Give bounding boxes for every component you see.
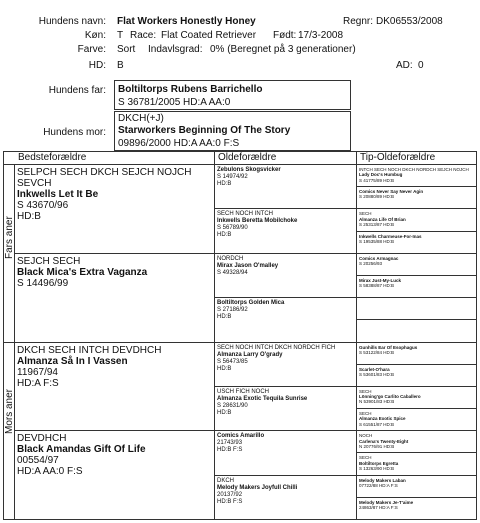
great-grandparent-cell — [217, 211, 353, 239]
born-label: Født: — [273, 30, 297, 41]
great-great-grandparent-cell — [359, 500, 473, 511]
great-grandparent-cell-l1: S 49328/94 — [217, 269, 248, 276]
father-box — [114, 80, 351, 110]
great-great-grandparent-cell-l1: S 53601/83 HD:B — [359, 371, 395, 377]
great-great-grandparent-cell-l1: S 41775/89 HD:B — [359, 177, 395, 183]
grandparent-cell — [17, 256, 211, 289]
grandparent-cell-l2: HD:A F:S — [17, 377, 59, 389]
grandparent-cell-titles: DEVDHCH — [17, 433, 67, 445]
great-great-grandparent-cell-l1: 24863/87 HD:A F:S — [359, 505, 398, 511]
color-label: Farve: — [77, 44, 106, 55]
great-great-grandparent-cell-name: Comics Never Say Never Agin — [359, 189, 424, 195]
great-grandparent-cell — [217, 345, 353, 373]
color-value: Sort — [117, 44, 136, 55]
great-great-grandparent-cell — [359, 455, 473, 471]
hd-value: B — [117, 60, 124, 71]
great-great-grandparent-cell-name: Inkwells Charmeuse-For-Inas — [359, 233, 422, 239]
great-grandparent-cell-l1: S 56473/85 — [217, 358, 248, 365]
great-great-grandparent-cell-name: Scarlet-O'hara — [359, 366, 390, 372]
great-grandparent-cell-l1: 21743/93 — [217, 440, 243, 447]
great-grandparent-cell-name: Comics Amarillo — [217, 433, 265, 440]
side-label-maternal: Mors aner — [4, 388, 15, 434]
dog-name: Flat Workers Honestly Honey — [117, 16, 256, 27]
great-great-grandparent-cell-l1: S 19535/88 HD:B — [359, 238, 395, 244]
great-great-grandparent-cell-titles: SECH — [359, 455, 372, 461]
name-label: Hundens navn: — [38, 16, 106, 27]
pedigree-table — [3, 151, 477, 520]
sex-value: T — [117, 30, 124, 41]
great-grandparent-cell — [217, 167, 353, 188]
grandparent-cell-l2: HD:A AA:0 F:S — [17, 466, 83, 478]
great-great-grandparent-cell — [359, 433, 473, 449]
great-grandparent-cell-titles: USCH FICH NOCH — [217, 388, 269, 395]
mother-name: Starworkers Beginning Of The Story — [118, 125, 291, 136]
great-great-grandparent-cell-l1: S 58388/87 HD:B — [359, 283, 395, 289]
great-great-grandparent-cell-name: Mirax Just-My-Luck — [359, 277, 402, 283]
great-grandparent-cell — [217, 389, 353, 417]
great-great-grandparent-cell-l1: N 20776/91 HD:B — [359, 443, 395, 449]
great-grandparent-cell — [217, 478, 353, 506]
mother-titles: DKCH(+J) — [118, 113, 164, 124]
great-great-grandparent-cell-l1: N 53901/83 HD:B — [359, 399, 395, 405]
great-great-grandparent-cell — [359, 256, 473, 267]
great-grandparent-cell-name: Boltiltorps Golden Mica — [217, 300, 285, 307]
grandparent-cell-l1: 00554/97 — [17, 455, 59, 467]
great-great-grandparent-cell-name: Gunhills Ear Of Esophagus — [359, 344, 418, 350]
col-header-great-great-grandparents: Tip-Oldeforældre — [360, 152, 436, 163]
great-great-grandparent-cell — [359, 367, 473, 378]
great-great-grandparent-cell — [359, 167, 473, 183]
great-great-grandparent-cell-name: Carlena's Twenty-Eight — [359, 438, 409, 444]
great-grandparent-cell-l1: 20137/92 — [217, 491, 243, 498]
grandparent-cell-name: Inkwells Let It Be — [17, 189, 99, 200]
great-grandparent-cell-name: Zebulons Skogsvicker — [217, 167, 281, 173]
great-grandparent-cell-l1: S 14974/92 — [217, 174, 248, 180]
grandparent-cell-name: Almanza Så In I Vassen — [17, 355, 128, 367]
great-grandparent-cell-name: Melody Makers Joyfull Chilli — [217, 484, 298, 491]
great-great-grandparent-cell — [359, 278, 473, 289]
great-great-grandparent-cell-name: Comics Armagnac — [359, 255, 399, 261]
great-great-grandparent-cell-titles: NOCH — [359, 433, 373, 439]
great-grandparent-cell-name: Almanza Larry O'grady — [217, 351, 283, 358]
grandparent-cell-name: Black Mica's Extra Vaganza — [17, 266, 148, 278]
great-grandparent-cell-l2: HD:B — [217, 365, 232, 372]
inbreeding-label: Indavlsgrad: — [148, 44, 203, 55]
race-label: Race: — [130, 30, 157, 41]
grandparent-cell — [17, 433, 211, 477]
sex-label: Køn: — [84, 30, 106, 41]
great-grandparent-cell — [217, 300, 353, 321]
great-grandparent-cell-l1: S 27186/92 — [217, 307, 248, 314]
grandparent-cell-titles: DKCH SECH INTCH DEVDHCH — [17, 344, 162, 356]
col-header-great-grandparents: Oldeforældre — [218, 152, 277, 163]
great-grandparent-cell-name: Mirax Jason O'malley — [217, 262, 279, 269]
father-name: Boltiltorps Rubens Barrichello — [118, 84, 263, 95]
great-great-grandparent-cell-name: Almanza Life Of Brian — [359, 216, 406, 222]
inbreeding-value: 0% (Beregnet på 3 generationer) — [210, 44, 356, 55]
great-great-grandparent-cell-titles: INTCH SECH NOCH DKCH NORDCH SEJCH NOJCH — [359, 167, 469, 172]
father-label: Hundens far: — [48, 85, 106, 96]
great-grandparent-cell-titles: DKCH — [217, 477, 235, 484]
grandparent-cell-titles: SELPCH SECH DKCH SEJCH NOJCH SEVCH — [17, 167, 192, 189]
grandparent-cell — [17, 345, 211, 389]
mother-info: 09896/2000 HD:A AA:0 F:S — [118, 138, 240, 149]
great-grandparent-cell-titles: NORDCH — [217, 255, 244, 262]
race-value: Flat Coated Retriever — [161, 30, 257, 41]
great-great-grandparent-cell-titles: SECH — [359, 388, 372, 394]
grandparent-cell-titles: SEJCH SECH — [17, 255, 81, 267]
great-great-grandparent-cell-l1: S 13263/90 HD:B — [359, 466, 395, 472]
great-grandparent-cell-titles: SECH NOCH INTCH DKCH NORDCH FICH — [217, 344, 336, 351]
ad-label: AD: — [396, 60, 413, 71]
great-grandparent-cell-l2: HD:B — [217, 181, 232, 187]
grandparent-cell-l1: S 14496/99 — [17, 277, 69, 289]
grandparent-cell-l1: S 43670/96 — [17, 200, 69, 211]
great-grandparent-cell — [217, 433, 353, 454]
great-grandparent-cell-name: Almanza Exotic Tequila Sunrise — [217, 395, 308, 402]
grandparent-cell-l2: HD:B — [17, 211, 41, 222]
great-grandparent-cell-titles: SECH NOCH INTCH — [217, 211, 274, 218]
grandparent-cell — [17, 167, 211, 222]
great-grandparent-cell — [217, 256, 353, 277]
grandparent-cell-name: Black Amandas Gift Of Life — [17, 444, 146, 456]
great-grandparent-cell-l2: HD:B — [217, 232, 232, 239]
great-grandparent-cell-l2: HD:B — [217, 409, 232, 416]
great-great-grandparent-cell — [359, 345, 473, 356]
regnr-label: Regnr: — [343, 16, 374, 27]
great-great-grandparent-cell — [359, 478, 473, 489]
great-great-grandparent-cell-titles: SECH — [359, 211, 372, 217]
great-grandparent-cell-l2: HD:B — [217, 314, 232, 321]
mother-box — [114, 111, 351, 151]
ad-value: 0 — [418, 60, 424, 71]
great-grandparent-cell-name: Inkwells Beretta Mobilchoke — [217, 218, 298, 225]
great-great-grandparent-cell-name: Lönning'go Carlito Caballero — [359, 394, 421, 400]
side-label-paternal: Fars aner — [4, 216, 15, 259]
born-value: 17/3-2008 — [298, 30, 344, 41]
great-great-grandparent-cell — [359, 234, 473, 245]
great-grandparent-cell-l2: HD:B F:S — [217, 498, 243, 505]
great-great-grandparent-cell-titles: SECH — [359, 411, 372, 417]
great-grandparent-cell-l1: S 56789/90 — [217, 225, 248, 232]
mother-label: Hundens mor: — [43, 127, 106, 138]
great-great-grandparent-cell-l1: S 53122/84 HD:B — [359, 349, 395, 355]
great-great-grandparent-cell-name: Lady Doc's Humbug — [359, 172, 403, 178]
grandparent-cell-l1: 11967/94 — [17, 366, 58, 378]
father-info: S 36781/2005 HD:A AA:0 — [118, 97, 231, 108]
great-great-grandparent-cell — [359, 211, 473, 227]
hd-label: HD: — [88, 60, 106, 71]
great-great-grandparent-cell-l1: S 25313/87 HD:B — [359, 221, 395, 227]
great-great-grandparent-cell — [359, 189, 473, 200]
great-grandparent-cell-l1: S 28631/90 — [217, 402, 248, 409]
great-grandparent-cell-l2: HD:B F:S — [217, 447, 243, 454]
great-great-grandparent-cell-l1: S 20880/89 HD:B — [359, 194, 395, 200]
great-great-grandparent-cell-name: Melody Makers Laban — [359, 477, 406, 483]
great-great-grandparent-cell-l1: S 20256/93 — [359, 261, 383, 267]
col-header-grandparents: Bedsteforældre — [18, 152, 87, 163]
great-great-grandparent-cell-l1: S 61551/87 HD:B — [359, 421, 395, 427]
great-great-grandparent-cell — [359, 411, 473, 427]
great-great-grandparent-cell-l1: 07722/88 HD:A F:S — [359, 482, 398, 488]
great-great-grandparent-cell-name: Boltiltorps Egretta — [359, 460, 399, 466]
regnr-value: DK06553/2008 — [376, 16, 443, 27]
great-great-grandparent-cell-name: Almanza Exotic Spice — [359, 416, 406, 422]
great-great-grandparent-cell-name: Melody Makers Je-T'aime — [359, 499, 414, 505]
great-great-grandparent-cell — [359, 389, 473, 405]
